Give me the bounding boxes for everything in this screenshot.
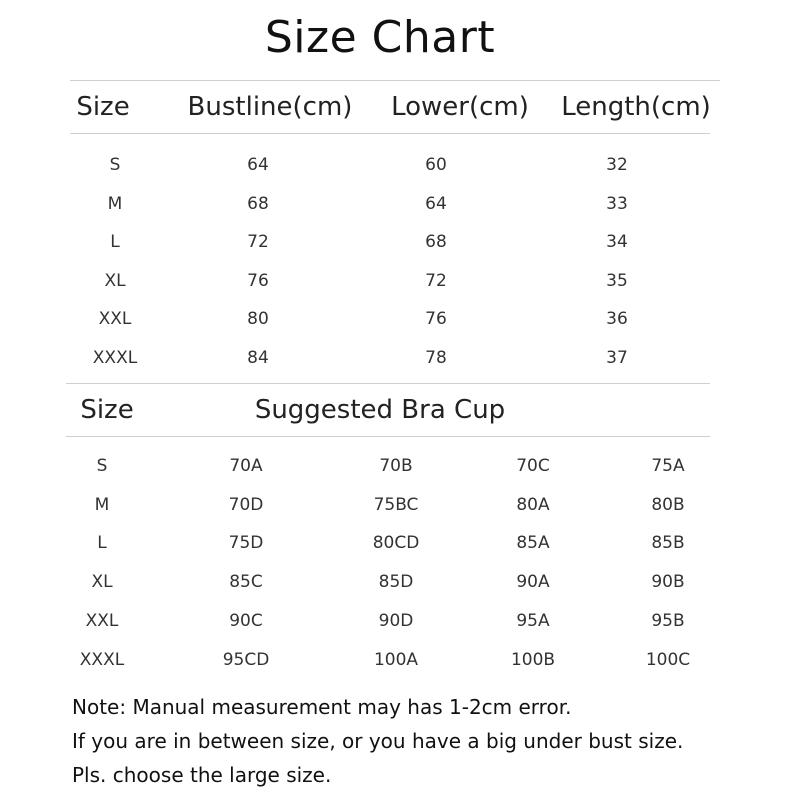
bra-table-size-cell: M	[94, 494, 110, 515]
size-table-value-cell: 64	[247, 155, 269, 175]
bra-cup-cell: 90D	[378, 610, 414, 631]
bra-table-header-rule	[66, 436, 710, 437]
size-table-top-rule	[70, 80, 720, 81]
size-table-value-cell: 34	[606, 232, 628, 252]
size-table-size-cell: XXXL	[92, 347, 138, 368]
bra-cup-cell: 95A	[516, 610, 550, 631]
page-title: Size Chart	[264, 12, 496, 63]
size-table-value-cell: 33	[606, 193, 628, 214]
bra-cup-cell: 75A	[651, 456, 685, 476]
bra-cup-cell: 70D	[228, 494, 264, 515]
bra-cup-cell: 100A	[373, 649, 419, 670]
bra-cup-cell: 70C	[516, 456, 550, 476]
bra-cup-cell: 80B	[651, 494, 685, 515]
size-table-value-cell: 76	[425, 309, 447, 329]
size-table-size-cell: XXL	[98, 309, 132, 329]
note-line: If you are in between size, or you have a big under bust size.	[72, 729, 684, 753]
bra-cup-cell: 90B	[651, 572, 685, 593]
size-table-value-cell: 35	[606, 270, 628, 291]
bra-cup-cell: 90A	[516, 572, 550, 593]
bra-cup-cell: 100B	[510, 649, 556, 670]
size-table-header-rule	[70, 133, 710, 134]
bra-cup-cell: 95B	[651, 610, 685, 631]
bra-table-size-cell: XXL	[85, 610, 119, 631]
size-table-value-cell: 84	[247, 347, 269, 368]
notes	[72, 690, 792, 792]
bra-cup-cell: 95CD	[222, 649, 270, 670]
size-table-value-cell: 36	[606, 309, 628, 329]
bra-table-size-cell: XL	[91, 572, 113, 593]
size-table-value-cell: 68	[425, 232, 447, 252]
size-table-value-cell: 64	[425, 193, 447, 214]
size-table-size-cell: L	[110, 232, 120, 252]
bra-table-size-cell: S	[96, 456, 108, 476]
bra-cup-cell: 80A	[516, 494, 550, 515]
size-table-header-length: Length(cm)	[561, 92, 711, 122]
bra-cup-cell: 85C	[229, 572, 263, 593]
bra-cup-cell: 85B	[651, 533, 685, 554]
size-table-size-cell: S	[109, 155, 121, 175]
size-table-size-cell: XL	[104, 270, 126, 291]
bra-table-size-cell: XXXL	[79, 649, 125, 670]
bra-cup-cell: 70A	[229, 456, 263, 476]
note-line: Note: Manual measurement may has 1-2cm error.	[72, 695, 572, 719]
size-table-value-cell: 78	[425, 347, 447, 368]
bra-cup-cell: 75D	[228, 533, 264, 554]
bra-cup-cell: 90C	[229, 610, 263, 631]
size-table-value-cell: 60	[425, 155, 447, 175]
bra-cup-cell: 85A	[516, 533, 550, 554]
bra-table-header-size: Size	[80, 395, 134, 425]
size-table-value-cell: 72	[247, 232, 269, 252]
note-line: Pls. choose the large size.	[72, 763, 332, 787]
size-table-size-cell: M	[107, 193, 123, 214]
bra-cup-cell: 100C	[645, 649, 691, 670]
size-table-header-lower: Lower(cm)	[391, 92, 529, 122]
bra-table-size-cell: L	[97, 533, 107, 554]
size-table-value-cell: 68	[247, 193, 269, 214]
bra-cup-cell: 75BC	[373, 494, 419, 515]
bra-table-top-rule	[66, 383, 710, 384]
bra-cup-cell: 80CD	[372, 533, 420, 554]
bra-cup-cell: 85D	[378, 572, 414, 593]
size-table-value-cell: 32	[606, 155, 628, 175]
size-table-header-size: Size	[76, 92, 130, 122]
size-table-value-cell: 76	[247, 270, 269, 291]
size-table-header-bustline: Bustline(cm)	[187, 92, 353, 122]
bra-cup-cell: 70B	[379, 456, 413, 476]
size-table-value-cell: 72	[425, 270, 447, 291]
bra-table-header-suggested-bra-cup: Suggested Bra Cup	[254, 395, 506, 425]
size-table-value-cell: 80	[247, 309, 269, 329]
size-table-value-cell: 37	[606, 347, 628, 368]
